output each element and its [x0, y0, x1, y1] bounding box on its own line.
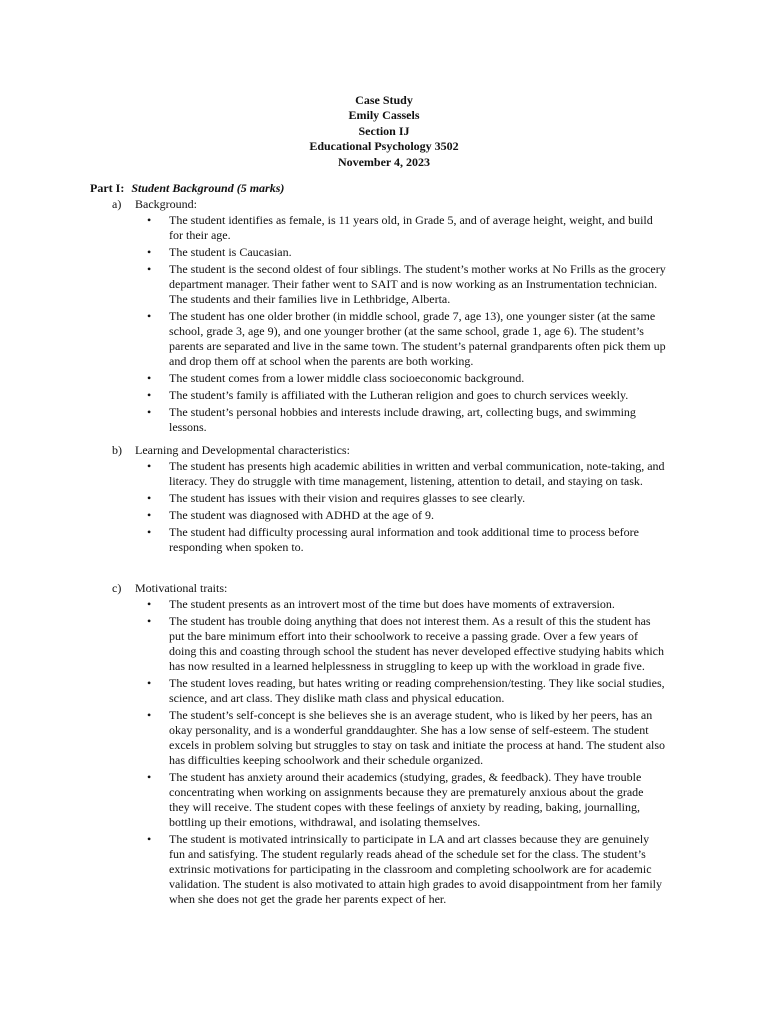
list-item: • The student had difficulty processing aural information and took additional time to process before responding when spoken to.	[147, 525, 667, 555]
section-a-heading	[112, 197, 197, 212]
list-item: • The student has one older brother (in middle school, grade 7, age 13), one younger sister (at the same school, grade 3, age 9), and one younger brother (at the same school, grade 1, age 6). The student’s parents are separated and live in the same town. The student’s paternal grandparents often pick them up and drop them off at school when the parents are both working.	[147, 309, 667, 369]
document-title: Case Study	[355, 93, 413, 107]
list-item: • The student was diagnosed with ADHD at the age of 9.	[147, 508, 667, 523]
section-c-heading	[112, 581, 227, 596]
document-date: November 4, 2023	[337, 154, 431, 169]
list-item: • The student comes from a lower middle class socioeconomic background.	[147, 371, 667, 386]
section-letter: b)	[112, 443, 122, 457]
list-item: • The student identifies as female, is 11 years old, in Grade 5, and of average height, weight, and build for their age.	[147, 213, 667, 243]
section-letter: a)	[112, 197, 122, 211]
document-header	[0, 93, 768, 170]
list-item: • The student presents as an introvert most of the time but does have moments of extraversion.	[147, 597, 667, 612]
list-item: • The student has trouble doing anything that does not interest them. As a result of this the student has put the bare minimum effort into their schoolwork to receive a passing grade. Over a few years of doing this and coasting through school the student has never developed effective studying habits which has now resulted in a learned helplessness in struggling to keep up with the workload in grade five.	[147, 614, 667, 674]
list-item: • The student is motivated intrinsically to participate in LA and art classes because they are genuinely fun and satisfying. The student regularly reads ahead of the schedule set for the class. The student’s extrinsic motivations for participating in the classroom and completing schoolwork are for academic validation. The student is also motivated to attain high grades to avoid disappointment from her family when she does not get the grade her parents expect of her.	[147, 832, 667, 907]
course-name: Educational Psychology 3502	[309, 139, 459, 154]
section-b-list	[147, 459, 667, 557]
author-name: Emily Cassels	[348, 108, 420, 123]
part-heading	[90, 181, 284, 196]
section-c-list	[147, 597, 667, 909]
list-item: • The student’s self-concept is she believes she is an average student, who is liked by her peers, has an okay personality, and is a wonderful granddaughter. She has a low sense of self-esteem. The student excels in problem solving but struggles to stay on task and initiate the process at hand. The student also has difficulties keeping schoolwork and their schedule organized.	[147, 708, 667, 768]
list-item: • The student loves reading, but hates writing or reading comprehension/testing. They like social studies, science, and art class. They dislike math class and physical education.	[147, 676, 667, 706]
list-item: • The student is Caucasian.	[147, 245, 667, 260]
section-b-heading	[112, 443, 350, 458]
list-item: • The student has issues with their vision and requires glasses to see clearly.	[147, 491, 667, 506]
list-item: • The student’s family is affiliated with the Lutheran religion and goes to church services weekly.	[147, 388, 667, 403]
section-title: Motivational traits:	[135, 581, 228, 595]
section-a-list	[147, 213, 667, 437]
part-title: Student Background (5 marks)	[131, 181, 285, 195]
list-item: • The student has anxiety around their academics (studying, grades, & feedback). They have trouble concentrating when working on assignments because they are prematurely anxious about the grade they will receive. The student copes with these feelings of anxiety by reading, baking, journalling, bottling up their emotions, withdrawal, and isolating themselves.	[147, 770, 667, 830]
section-id: Section IJ	[358, 123, 410, 138]
section-letter: c)	[112, 581, 122, 595]
section-title: Background:	[135, 197, 197, 211]
list-item: • The student has presents high academic abilities in written and verbal communication, note-taking, and literacy. They do struggle with time management, listening, attention to detail, and staying on task.	[147, 459, 667, 489]
list-item: • The student’s personal hobbies and interests include drawing, art, collecting bugs, and swimming lessons.	[147, 405, 667, 435]
part-label: Part I:	[90, 181, 125, 195]
section-title: Learning and Developmental characteristics:	[135, 443, 350, 457]
list-item: • The student is the second oldest of four siblings. The student’s mother works at No Frills as the grocery department manager. Their father went to SAIT and is now working as an Instrumentation technician. The students and their families live in Lethbridge, Alberta.	[147, 262, 667, 307]
